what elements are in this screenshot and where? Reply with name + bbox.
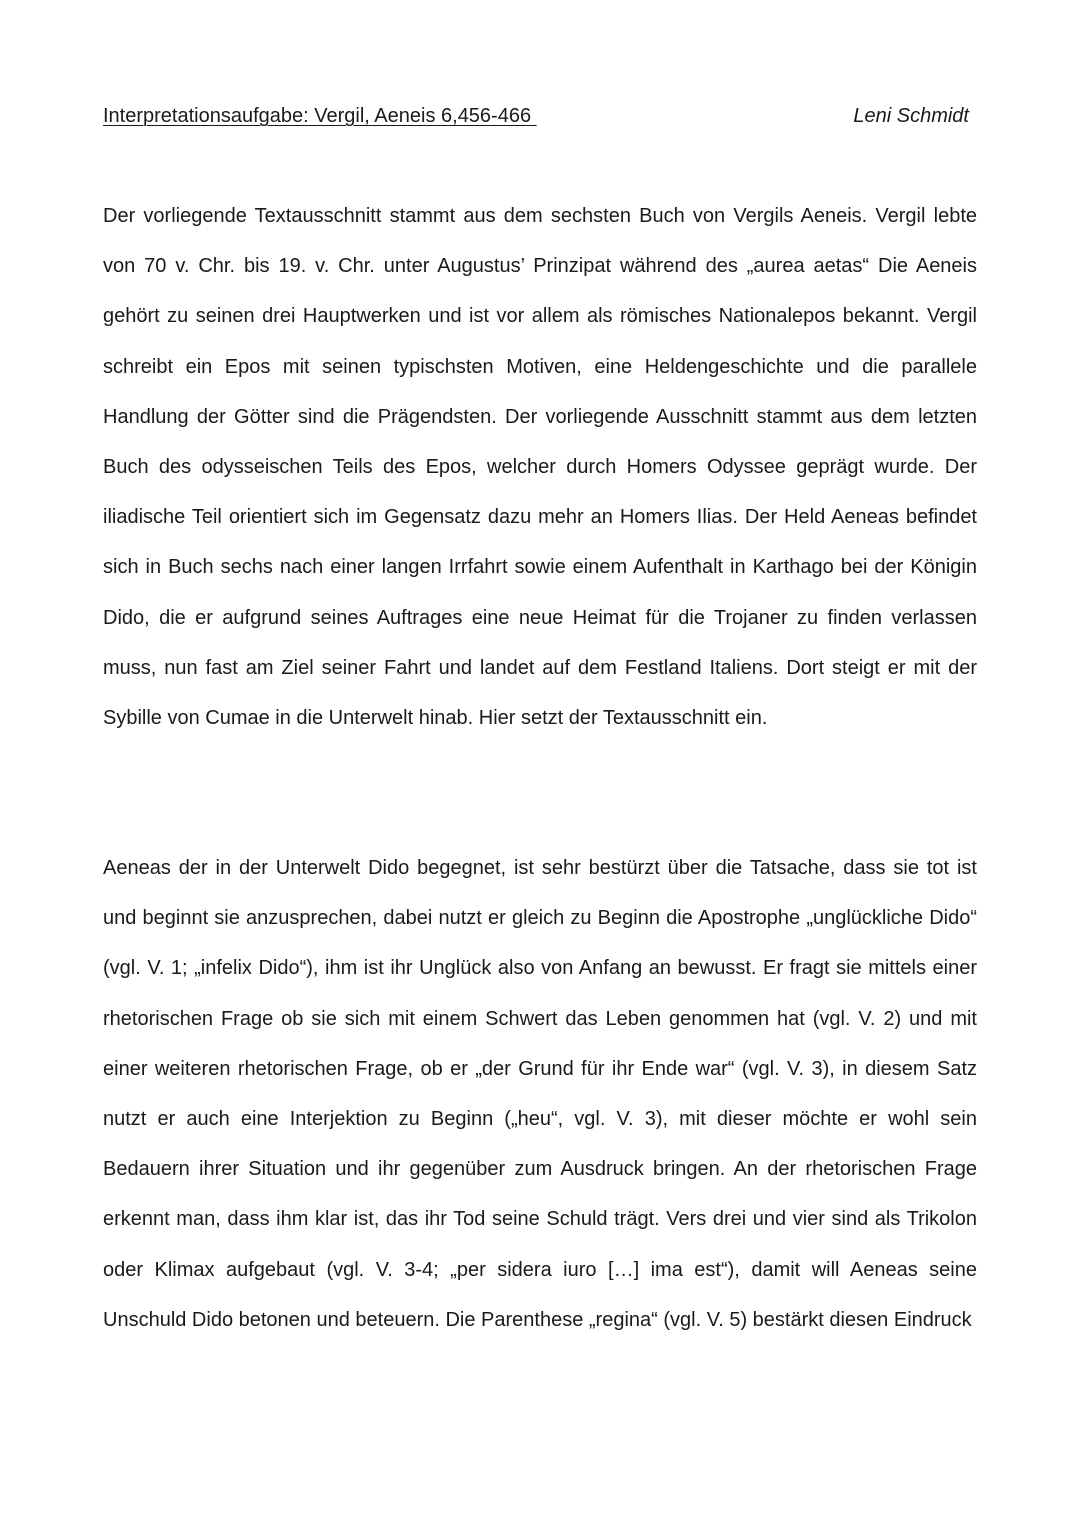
paragraph-introduction: Der vorliegende Textausschnitt stammt aus dem sechsten Buch von Vergils Aeneis. Vergil lebte von 70 v. Chr. bis 19. v. Chr. unter Augustus’ Prinzipat während des „aurea aetas“ Die Aeneis gehört zu seinen drei Hauptwerken und ist vor allem als römisches Nationalepos bekannt. Vergil schreibt ein Epos mit seinen typischsten Motiven, eine Heldengeschichte und die parallele Handlung der Götter sind die Prägendsten. Der vorliegende Ausschnitt stammt aus dem letzten Buch des odysseischen Teils des Epos, welcher durch Homers Odyssee geprägt wurde. Der iliadische Teil orientiert sich im Gegensatz dazu mehr an Homers Ilias. Der Held Aeneas befindet sich in Buch sechs nach einer langen Irrfahrt sowie einem Aufenthalt in Karthago bei der Königin Dido, die er aufgrund seines Auftrages eine neue Heimat für die Trojaner zu finden verlassen muss, nun fast am Ziel seiner Fahrt und landet auf dem Festland Italiens. Dort steigt er mit der Sybille von Cumae in die Unterwelt hinab. Hier setzt der Textausschnitt ein. <box>103 205 977 730</box>
document-header <box>103 102 969 132</box>
document-title: Interpretationsaufgabe: Vergil, Aeneis 6,456-466 <box>103 105 537 127</box>
paragraph-analysis: Aeneas der in der Unterwelt Dido begegnet, ist sehr bestürzt über die Tatsache, dass sie tot ist und beginnt sie anzusprechen, dabei nutzt er gleich zu Beginn die Apostrophe „unglückliche Dido“ (vgl. V. 1; „infelix Dido“), ihm ist ihr Unglück also von Anfang an bewusst. Er fragt sie mittels einer rhetorischen Frage ob sie sich mit einem Schwert das Leben genommen hat (vgl. V. 2) und mit einer weiteren rhetorischen Frage, ob er „der Grund für ihr Ende war“ (vgl. V. 3), in diesem Satz nutzt er auch eine Interjektion zu Beginn („heu“, vgl. V. 3), mit dieser möchte er wohl sein Bedauern ihrer Situation und ihr gegenüber zum Ausdruck bringen. An der rhetorischen Frage erkennt man, dass ihm klar ist, das ihr Tod seine Schuld trägt. Vers drei und vier sind als Trikolon oder Klimax aufgebaut (vgl. V. 3-4; „per sidera iuro […] ima est“), damit will Aeneas seine Unschuld Dido betonen und beteuern. Die Parenthese „regina“ (vgl. V. 5) bestärkt diesen Eindruck <box>103 857 977 1331</box>
author-name: Leni Schmidt <box>853 105 969 127</box>
